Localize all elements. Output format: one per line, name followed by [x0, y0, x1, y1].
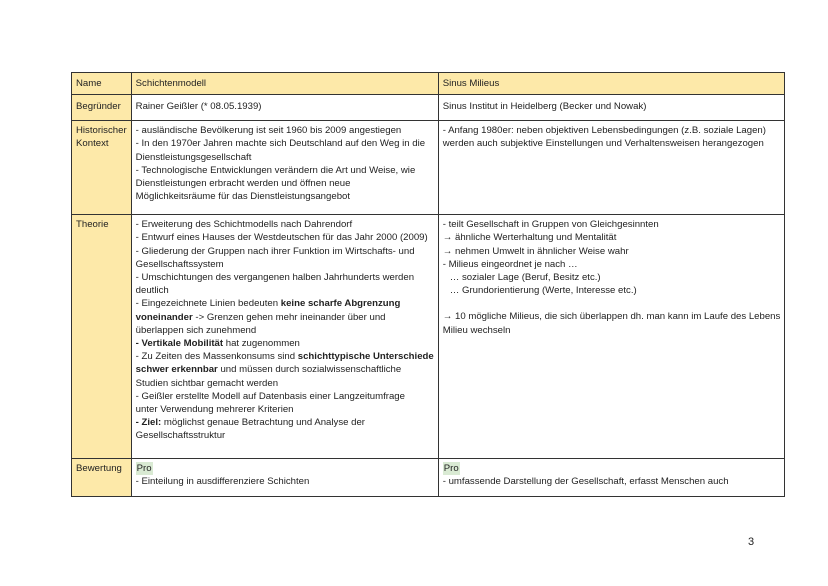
theory-col1-line: [136, 311, 434, 324]
theory-col2-cell: [438, 215, 785, 459]
theory-text: - Zu Zeiten des Massenkonsums sind: [135, 351, 298, 363]
context-label-line: Kontext: [76, 138, 109, 150]
theory-bold-text: schichttypische Unterschiede: [297, 351, 434, 363]
evaluation-label: Bewertung: [76, 463, 122, 475]
theory-col1-line: unter Verwendung mehrerer Kriterien: [135, 404, 294, 416]
theory-col1-line: [136, 350, 434, 363]
context-label-line: Historischer: [76, 125, 127, 137]
context-col1-line: Möglichkeitsräume für das Dienstleistungsangebot: [135, 191, 351, 203]
context-col1-line: - In den 1970er Jahren machte sich Deutschland auf den Weg in die: [135, 138, 426, 150]
context-col1-line: Dienstleistungsgesellschaft: [135, 151, 252, 163]
theory-label-cell: [72, 215, 132, 459]
theory-bold-text: schwer erkennbar: [135, 364, 218, 376]
theory-col1-line: Studien sichtbar gemacht werden: [135, 377, 279, 389]
header-col2-title: Sinus Milieus: [442, 78, 500, 89]
founder-row: [72, 95, 785, 121]
founder-col2-text: Sinus Institut in Heidelberg (Becker und Nowak): [442, 101, 647, 113]
theory-col2-line: → nehmen Umwelt in ähnlicher Weise wahr: [442, 245, 629, 257]
header-name-cell: [72, 73, 132, 95]
context-col2-line: - Anfang 1980er: neben objektiven Lebensbedingungen (z.B. soziale Lagen): [442, 125, 766, 137]
context-col1-cell: [131, 121, 438, 215]
context-row: [72, 121, 785, 215]
theory-col1-line: überlappen sich zunehmend: [135, 324, 257, 336]
theory-col1-line: - Geißler erstellte Modell auf Datenbasis einer Langzeitumfrage: [135, 390, 405, 402]
theory-col1-cell: [131, 215, 438, 459]
theory-text: hat zugenommen: [223, 338, 300, 350]
theory-col1-line: Gesellschaftsstruktur: [135, 430, 226, 442]
context-label-cell: [72, 121, 132, 215]
founder-col1-text: Rainer Geißler (* 08.05.1939): [135, 101, 262, 113]
theory-col2-line: Milieu wechseln: [442, 324, 511, 336]
theory-bold-text: - Ziel:: [135, 417, 162, 429]
header-name-label: Name: [76, 78, 102, 89]
theory-col1-line: [136, 297, 434, 310]
comparison-table: [71, 72, 785, 497]
theory-col2-line: - Milieus eingeordnet je nach …: [442, 258, 578, 270]
theory-text: -> Grenzen gehen mehr ineinander über und: [192, 311, 386, 323]
theory-bold-text: keine scharfe Abgrenzung: [280, 298, 401, 310]
evaluation-col1-line: - Einteilung in ausdifferenziere Schichten: [135, 476, 310, 488]
evaluation-pro-line: [443, 462, 781, 475]
founder-label-cell: [72, 95, 132, 121]
blank-line: [443, 297, 781, 310]
theory-col2-line: - teilt Gesellschaft in Gruppen von Gleichgesinnten: [442, 219, 659, 231]
theory-col1-line: Gesellschaftssystem: [135, 258, 224, 270]
theory-col2-line: → ähnliche Werterhaltung und Mentalität: [442, 232, 617, 244]
theory-col1-line: - Entwurf eines Hauses der Westdeutschen für das Jahr 2000 (2009): [135, 232, 428, 244]
context-col1-line: - ausländische Bevölkerung ist seit 1960 bis 2009 angestiegen: [135, 125, 402, 137]
theory-row: [72, 215, 785, 459]
theory-col1-line: [136, 363, 434, 376]
founder-label: Begründer: [76, 101, 121, 113]
theory-text: - Eingezeichnete Linien bedeuten: [135, 298, 281, 310]
evaluation-pro-line: [136, 462, 434, 475]
pro-highlight: Pro: [443, 463, 459, 475]
page-number: 3: [748, 536, 755, 548]
pro-highlight: Pro: [136, 463, 152, 475]
evaluation-col2-cell: [438, 459, 785, 497]
theory-text: und müssen durch sozialwissenschaftliche: [217, 364, 402, 376]
theory-col1-line: - Umschichtungen des vergangenen halben Jahrhunderts werden: [135, 272, 415, 284]
context-col1-line: - Technologische Entwicklungen verändern die Art und Weise, wie: [135, 164, 416, 176]
evaluation-row: [72, 459, 785, 497]
theory-col1-line: - Erweiterung des Schichtmodells nach Dahrendorf: [135, 219, 353, 231]
theory-col2-line: → 10 mögliche Milieus, die sich überlappen dh. man kann im Laufe des Lebens: [442, 311, 781, 323]
theory-col1-line: deutlich: [135, 285, 169, 297]
founder-col2-cell: [438, 95, 785, 121]
table-header-row: [72, 73, 785, 95]
evaluation-col2-line: - umfassende Darstellung der Gesellschaft, erfasst Menschen auch: [442, 476, 729, 488]
context-col1-line: Dienstleistungen erbracht werden und öffnen neue: [135, 178, 351, 190]
theory-bold-text: - Vertikale Mobilität: [135, 338, 224, 350]
header-col1-cell: [131, 73, 438, 95]
theory-col2-line: … sozialer Lage (Beruf, Besitz etc.): [449, 272, 601, 284]
theory-label: Theorie: [76, 219, 109, 231]
founder-col1-cell: [131, 95, 438, 121]
context-col2-line: werden auch subjektive Einstellungen und Verhaltensweisen herangezogen: [442, 138, 764, 150]
theory-col1-line: [136, 337, 434, 350]
theory-col1-line: [136, 416, 434, 429]
theory-bold-text: voneinander: [135, 311, 193, 323]
context-col2-cell: [438, 121, 785, 215]
theory-col2-line: … Grundorientierung (Werte, Interesse etc.): [449, 285, 637, 297]
theory-col1-line: - Gliederung der Gruppen nach ihrer Funktion im Wirtschafts- und: [135, 245, 415, 257]
theory-text: möglichst genaue Betrachtung und Analyse der: [161, 417, 365, 429]
header-col2-cell: [438, 73, 785, 95]
evaluation-label-cell: [72, 459, 132, 497]
evaluation-col1-cell: [131, 459, 438, 497]
header-col1-title: Schichtenmodell: [135, 78, 207, 89]
